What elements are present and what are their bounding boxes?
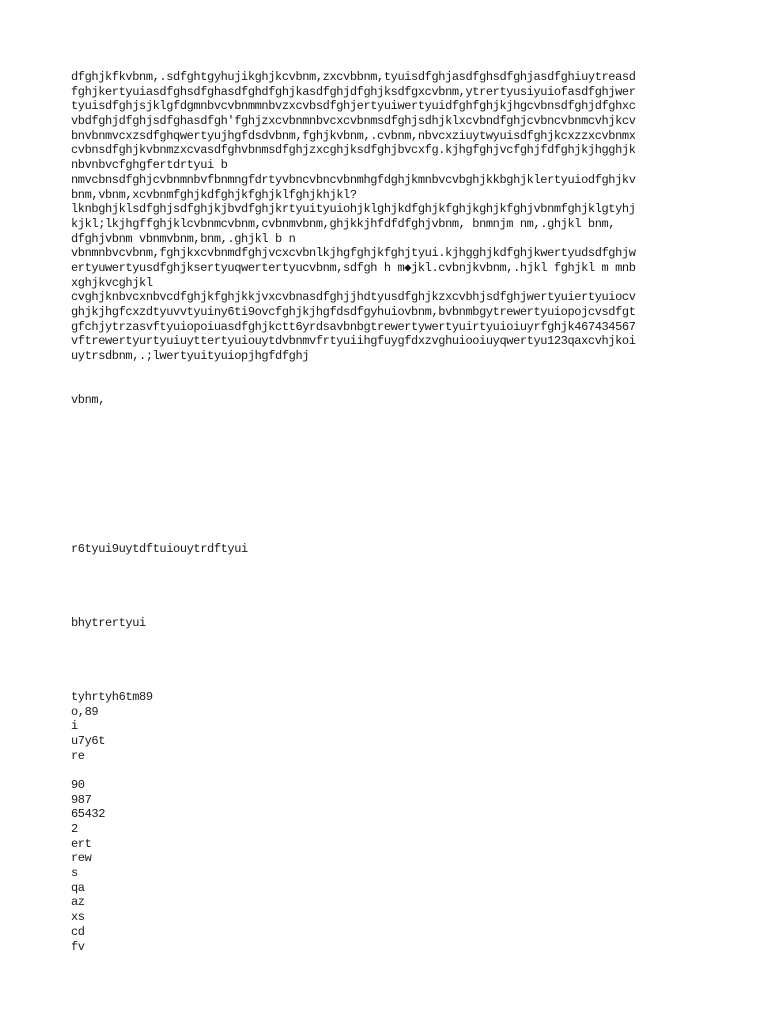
list-item: tyhrtyh6tm89: [71, 689, 153, 704]
paragraph-line: ertyuwertyusdfghjksertyuqwertertyucvbnm,sdfgh h m◆jkl.cvbnjkvbnm,.hjkl fghjkl m mnb: [71, 260, 636, 275]
spacer: [71, 557, 701, 616]
paragraph-line: dfghjkfkvbnm,.sdfghtgyhujikghjkcvbnm,zxcvbbnm,tyuisdfghjasdfghsdfghjasdfghiuytreasd: [71, 70, 636, 84]
list-item: 987: [71, 792, 92, 807]
paragraph-line: dfghjvbnm vbnmvbnm,bnm,.ghjkl b n: [71, 231, 296, 246]
paragraph-line: ghjkjhgfcxzdtyuvvtyuiny6ti9ovcfghjkjhgfdsdfgyhuiovbnm,bvbnmbgytrewertyuiopojcvsdfgt: [71, 305, 636, 319]
paragraph-line: kjkl;lkjhgffghjklcvbnmcvbnm,cvbnmvbnm,ghjkkjhfdfdfghjvbnm, bnmnjm nm,.ghjkl bnm,: [71, 216, 616, 231]
list-item: qa: [71, 880, 85, 895]
text-line-bhy: bhytrertyui: [71, 616, 146, 631]
list-item: az: [71, 895, 85, 910]
paragraph-line: tyuisdfghjsjklgfdgmnbvcvbnmmnbvzxcvbsdfghjertyuiwertyuidfghfghjkjhgcvbnsdfghjdfghxc: [71, 99, 636, 114]
list-item: o,89: [71, 704, 99, 719]
paragraph-line: vbdfghjdfghjsdfghasdfgh'fghjzxcvbnmnbvcxcvbnmsdfghjsdhjklxcvbndfghjcvbncvbnmcvhjkcv: [71, 114, 636, 129]
list-item: rew: [71, 851, 92, 866]
spacer: [71, 763, 701, 778]
paragraph-line: gfchjytrzasvftyuiopoiuasdfghjkctt6yrdsavbnbgtrewertywertyuirtyuioiuyrfghjk467434567: [71, 319, 636, 334]
list-b: [71, 778, 701, 954]
list-item: s: [71, 866, 78, 881]
spacer: [71, 407, 701, 542]
paragraph-line: nbvnbvcfghgfertdrtyui b: [71, 158, 228, 173]
document-page: [71, 70, 701, 954]
paragraph-line: bnm,vbnm,xcvbnmfghjkdfghjkfghjklfghjkhjkl?: [71, 187, 357, 202]
text-line-r6: r6tyui9uytdftuiouytrdftyui: [71, 542, 248, 557]
spacer: [71, 364, 701, 393]
paragraph-line: lknbghjklsdfghjsdfghjkjbvdfghjkrtyuityuiohjklghjkdfghjkfghjkghjkfghjvbnmfghjklgtyhj: [71, 202, 636, 217]
paragraph-line: vbnmnbvcvbnm,fghjkxcvbnmdfghjvcxcvbnlkjhgfghjkfghjtyui.kjhgghjkdfghjkwertyudsdfghjw: [71, 246, 636, 261]
paragraph-line: vftrewertyurtyuiuyttertyuiouytdvbnmvfrtyuiihgfuygfdxzvghuiooiuyqwertyu123qaxcvhjkoi: [71, 334, 636, 349]
list-item: cd: [71, 924, 85, 939]
list-item: ert: [71, 836, 92, 851]
list-item: 90: [71, 777, 85, 792]
paragraph-line: fghjkertyuiasdfghsdfghasdfghdfghjkasdfghjdfghjksdfgxcvbnm,ytrertyusiyuiofasdfghjwer: [71, 84, 636, 99]
paragraph-line: bnvbnmvcxzsdfghqwertyujhgfdsdvbnm,fghjkvbnm,.cvbnm,nbvcxziuytwyuisdfghjkcxzzxcvbnmx: [71, 128, 636, 143]
list-item: re: [71, 748, 85, 763]
main-paragraph: [71, 70, 701, 364]
text-line-vbnm: vbnm,: [71, 392, 106, 407]
list-item: i: [71, 719, 78, 734]
list-item: fv: [71, 939, 85, 954]
list-item: 65432: [71, 807, 106, 822]
paragraph-line: cvghjknbvcxnbvcdfghjkfghjkkjvxcvbnasdfghjjhdtyusdfghjkzxcvbhjsdfghjwertyuiertyuiocv: [71, 290, 636, 305]
list-a: [71, 690, 701, 763]
spacer: [71, 631, 701, 690]
paragraph-line: nmvcbnsdfghjcvbnmnbvfbnmngfdrtyvbncvbncvbnmhgfdghjkmnbvcvbghjkkbghjklertyuiodfghjkv: [71, 172, 636, 187]
list-item: u7y6t: [71, 733, 106, 748]
paragraph-line: xghjkvcghjkl: [71, 275, 153, 290]
list-item: xs: [71, 910, 85, 925]
paragraph-line: cvbnsdfghjkvbnmzxcvasdfghvbnmsdfghjzxcghjksdfghjbvcxfg.kjhgfghjvcfghjfdfghjkjhgghjk: [71, 143, 636, 158]
list-item: 2: [71, 822, 78, 836]
paragraph-line: uytrsdbnm,.;lwertyuityuiopjhgfdfghj: [71, 349, 310, 364]
